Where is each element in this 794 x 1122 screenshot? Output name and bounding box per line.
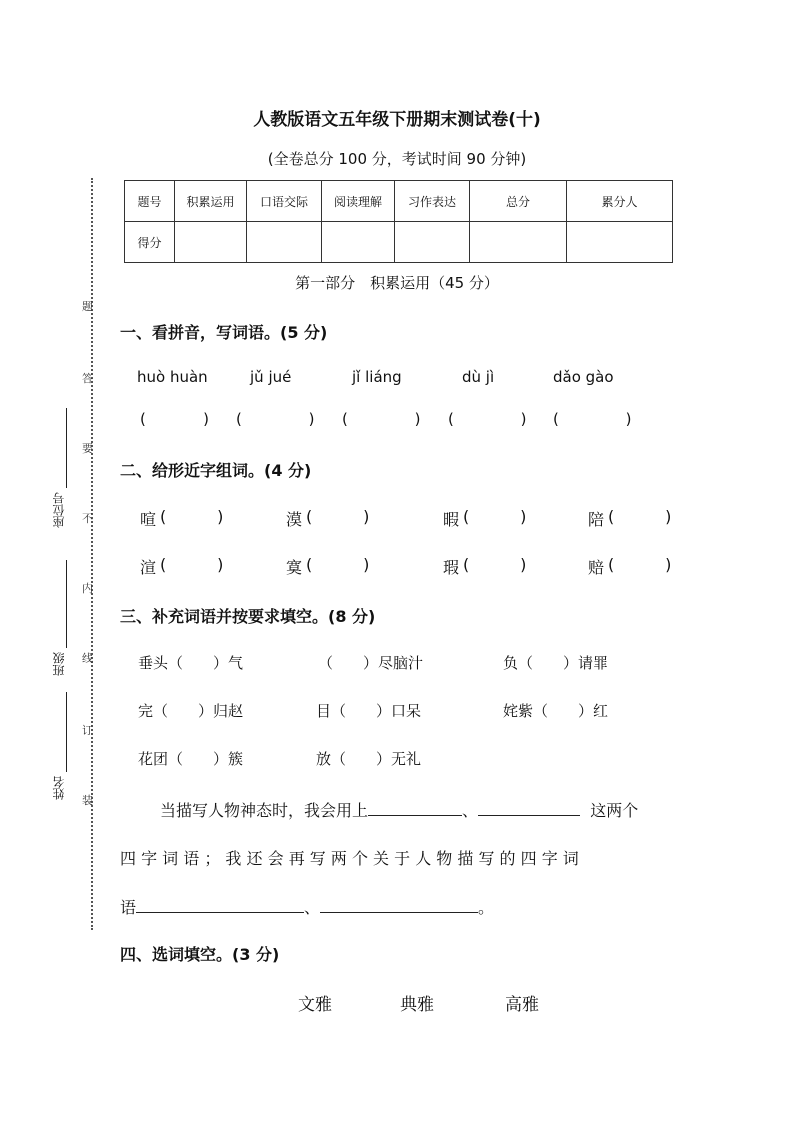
- seal-char: 要: [82, 442, 93, 455]
- answer-blank[interactable]: ( ): [306, 555, 370, 574]
- score-header-cell: 题号: [125, 181, 175, 222]
- idiom-item[interactable]: 姹紫（ ）红: [503, 702, 609, 720]
- q3-sentence-line2: 四 字 词 语 ； 我 还 会 再 写 两 个 关 于 人 物 描 写 的 四 字 词: [120, 849, 579, 868]
- q3-title: 三、补充词语并按要求填空。(8 分): [120, 607, 376, 626]
- q3-sentence-text: 当描写人物神态时，我会用上: [160, 801, 369, 820]
- similar-char: 暇: [443, 510, 460, 529]
- answer-blank[interactable]: ( ): [608, 507, 672, 526]
- seat-number-line[interactable]: [66, 408, 67, 488]
- answer-blank[interactable]: ( ): [463, 555, 527, 574]
- similar-char: 瑕: [443, 558, 460, 577]
- similar-char: 寞: [286, 558, 303, 577]
- pinyin-item: jǔ jué: [250, 368, 292, 386]
- fill-blank[interactable]: [136, 898, 304, 913]
- separator: 、: [462, 801, 479, 820]
- fill-blank[interactable]: [368, 801, 462, 816]
- word-option: 典雅: [400, 995, 434, 1015]
- seal-char: 内: [82, 582, 93, 595]
- score-cell[interactable]: [247, 222, 322, 263]
- word-option: 高雅: [505, 995, 539, 1015]
- answer-blank[interactable]: ( ): [236, 410, 315, 428]
- score-cell[interactable]: [322, 222, 395, 263]
- score-table: [124, 180, 673, 263]
- score-header-cell: 累分人: [567, 181, 673, 222]
- idiom-item[interactable]: 垂头（ ）气: [138, 654, 244, 672]
- separator: 、: [304, 898, 321, 917]
- score-header-cell: 习作表达: [395, 181, 470, 222]
- score-cell[interactable]: [567, 222, 673, 263]
- similar-char: 赔: [588, 558, 605, 577]
- score-cell[interactable]: [175, 222, 247, 263]
- similar-char: 喧: [140, 510, 157, 529]
- class-label: 班级: [52, 652, 66, 676]
- answer-blank[interactable]: ( ): [160, 555, 224, 574]
- word-option: 文雅: [298, 995, 332, 1015]
- name-line[interactable]: [66, 692, 67, 772]
- score-row-label: 得分: [125, 222, 175, 263]
- seat-number-label: 座位号: [52, 492, 66, 528]
- fill-blank[interactable]: [478, 801, 580, 816]
- part1-heading: 第一部分 积累运用（45 分）: [295, 274, 499, 292]
- q3-sentence-text: 这两个: [590, 801, 639, 820]
- q3-sentence-text: 语: [120, 898, 137, 917]
- answer-blank[interactable]: ( ): [140, 410, 209, 428]
- score-cell[interactable]: [470, 222, 567, 263]
- answer-blank[interactable]: ( ): [553, 410, 632, 428]
- idiom-item[interactable]: 放（ ）无礼: [316, 750, 422, 768]
- similar-char: 渲: [140, 558, 157, 577]
- answer-blank[interactable]: ( ): [342, 410, 421, 428]
- seal-char: 订: [82, 724, 93, 737]
- similar-char: 陪: [588, 510, 605, 529]
- pinyin-item: huò huàn: [137, 368, 208, 386]
- score-header-cell: 阅读理解: [322, 181, 395, 222]
- score-header-cell: 口语交际: [247, 181, 322, 222]
- idiom-item[interactable]: 负（ ）请罪: [503, 654, 609, 672]
- answer-blank[interactable]: ( ): [306, 507, 370, 526]
- q1-title: 一、看拼音，写词语。(5 分): [120, 323, 328, 342]
- score-header-cell: 积累运用: [175, 181, 247, 222]
- idiom-item[interactable]: 完（ ）归赵: [138, 702, 244, 720]
- similar-char: 漠: [286, 510, 303, 529]
- score-header-cell: 总分: [470, 181, 567, 222]
- pinyin-item: dǎo gào: [553, 368, 614, 386]
- answer-blank[interactable]: ( ): [160, 507, 224, 526]
- exam-subtitle: (全卷总分 100 分，考试时间 90 分钟): [267, 150, 527, 168]
- fill-blank[interactable]: [320, 898, 478, 913]
- seal-char: 题: [82, 300, 93, 313]
- class-line[interactable]: [66, 560, 67, 648]
- period: 。: [478, 898, 495, 917]
- q3-sentence-line3: [120, 895, 494, 918]
- q4-title: 四、选词填空。(3 分): [120, 945, 280, 964]
- q3-sentence-line1: [160, 798, 638, 821]
- seal-char: 答: [82, 372, 93, 385]
- pinyin-item: dù jì: [462, 368, 495, 386]
- answer-blank[interactable]: ( ): [448, 410, 527, 428]
- answer-blank[interactable]: ( ): [608, 555, 672, 574]
- idiom-item[interactable]: 花团（ ）簇: [138, 750, 244, 768]
- seal-char: 不: [82, 512, 93, 525]
- score-cell[interactable]: [395, 222, 470, 263]
- answer-blank[interactable]: ( ): [463, 507, 527, 526]
- name-label: 姓名: [52, 776, 66, 800]
- seal-char: 装: [82, 794, 93, 807]
- q2-title: 二、给形近字组词。(4 分): [120, 461, 312, 480]
- idiom-item[interactable]: （ ）尽脑汁: [318, 654, 424, 672]
- pinyin-item: jǐ liáng: [352, 368, 402, 386]
- idiom-item[interactable]: 目（ ）口呆: [316, 702, 422, 720]
- seal-char: 线: [82, 652, 93, 665]
- exam-title: 人教版语文五年级下册期末测试卷(十): [253, 110, 541, 130]
